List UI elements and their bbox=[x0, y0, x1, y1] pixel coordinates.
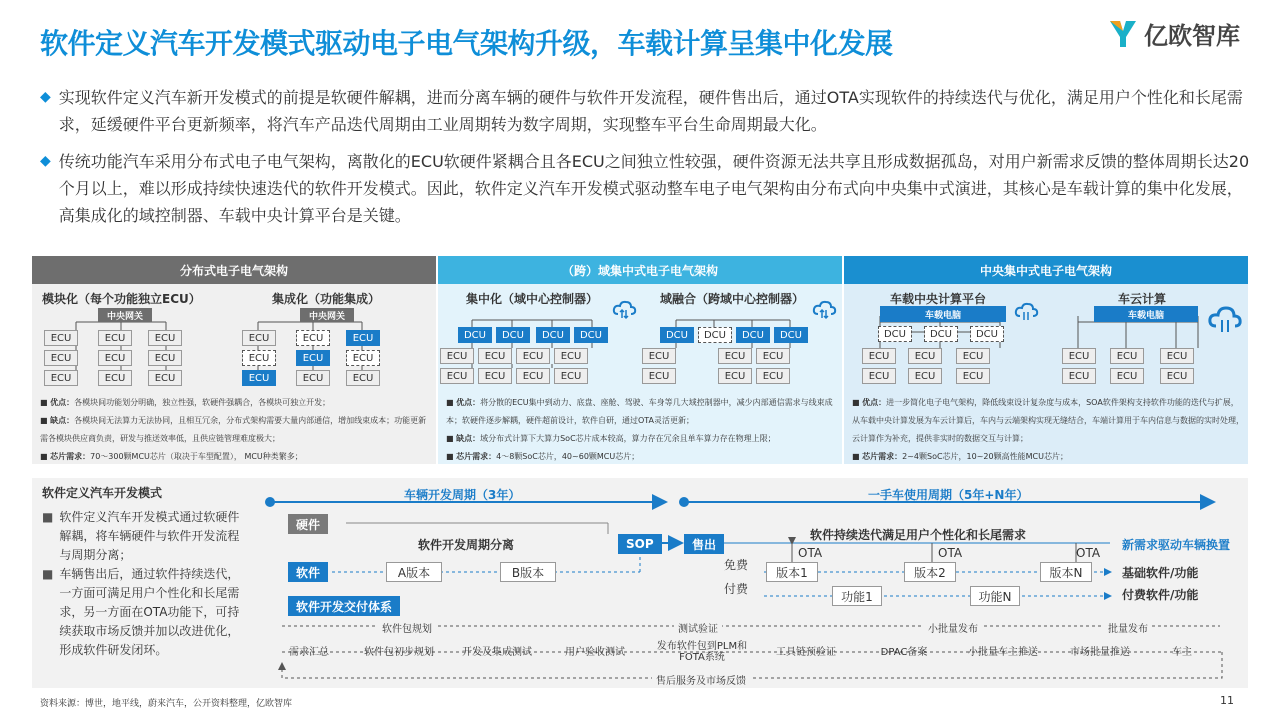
brain-bar: 车载电脑 bbox=[1094, 306, 1198, 322]
domain-sub-centralized: 集中化（域中心控制器） bbox=[466, 292, 599, 306]
dcu-box: DCU bbox=[970, 326, 1004, 342]
flow-step: 市场批量推送 bbox=[1070, 646, 1130, 658]
ecu-box: ECU bbox=[862, 348, 896, 364]
ecu-box: ECU bbox=[956, 368, 990, 384]
ecu-box: ECU bbox=[718, 368, 752, 384]
ecu-box: ECU bbox=[478, 368, 512, 384]
page-number: 11 bbox=[1220, 694, 1234, 707]
dcu-box: DCU bbox=[924, 326, 958, 342]
delivery-system-tag: 软件开发交付体系 bbox=[288, 596, 400, 616]
stage-label: 小批量发布 bbox=[924, 620, 982, 635]
ecu-box: ECU bbox=[956, 348, 990, 364]
ota-label: OTA bbox=[798, 546, 823, 560]
stage-label: 软件包规划 bbox=[378, 620, 436, 635]
ecu-box: ECU bbox=[642, 368, 676, 384]
dev-point: ■ 软件定义汽车开发模式通过软硬件解耦，将车辆硬件与软件开发流程与周期分离； bbox=[42, 510, 240, 562]
ecu-box: ECU bbox=[296, 350, 330, 366]
paid-software-label: 付费软件/功能 bbox=[1122, 588, 1199, 602]
ecu-box: ECU bbox=[1062, 368, 1096, 384]
hardware-tag: 硬件 bbox=[288, 514, 328, 534]
note-item: ■ 芯片需求：4～8颗SoC芯片，40~60颗MCU芯片； bbox=[446, 452, 640, 461]
domain-header: （跨）域集中式电子电气架构 bbox=[438, 256, 842, 284]
ecu-box: ECU bbox=[718, 348, 752, 364]
central-header: 中央集中式电子电气架构 bbox=[844, 256, 1248, 284]
version-b: B版本 bbox=[500, 562, 556, 582]
basic-software-label: 基础软件/功能 bbox=[1122, 566, 1199, 580]
ota-label: OTA bbox=[938, 546, 963, 560]
flow-step: 软件包初步规划 bbox=[364, 646, 434, 658]
paid-label: 付费 bbox=[724, 582, 749, 596]
flow-step: 发布软件包到PLM和FOTA系统 bbox=[656, 641, 748, 663]
ecu-box: ECU bbox=[148, 370, 182, 386]
version-2: 版本2 bbox=[904, 562, 956, 582]
sop-tag: SOP bbox=[618, 534, 662, 554]
flow-step: 需求汇总 bbox=[289, 646, 329, 658]
dcu-box: DCU bbox=[698, 327, 732, 343]
flow-step: 工具链预验证 bbox=[776, 646, 836, 658]
dcu-box: DCU bbox=[878, 326, 912, 342]
ecu-box: ECU bbox=[1110, 348, 1144, 364]
ecu-box: ECU bbox=[148, 330, 182, 346]
central-sub-platform: 车载中央计算平台 bbox=[890, 292, 987, 306]
domain-sub-fusion: 域融合（跨域中心控制器） bbox=[660, 292, 805, 306]
software-tag: 软件 bbox=[288, 562, 328, 582]
central-sub-cloud: 车云计算 bbox=[1118, 292, 1167, 306]
ecu-box: ECU bbox=[44, 350, 78, 366]
ecu-box: ECU bbox=[756, 348, 790, 364]
ecu-box: ECU bbox=[516, 368, 550, 384]
free-label: 免费 bbox=[724, 558, 749, 572]
dcu-box: DCU bbox=[458, 327, 492, 343]
ecu-box: ECU bbox=[346, 350, 380, 366]
bullet-item: ◆ 实现软件定义汽车新开发模式的前提是软硬件解耦，进而分离车辆的硬件与软件开发流程，硬件售出后，通过OTA实现软件的持续迭代与优化，满足用户个性化和长尾需求，延缓硬件平台更新频率，将汽车产品迭代周期由工业周期转为数字周期，实现整车平台生命周期最大化。 bbox=[40, 84, 1250, 138]
ecu-box: ECU bbox=[346, 330, 380, 346]
flow-step: 小批量车主推送 bbox=[968, 646, 1038, 658]
distributed-sub-integrated: 集成化（功能集成） bbox=[272, 292, 381, 306]
page-title: 软件定义汽车开发模式驱动电子电气架构升级，车载计算呈集中化发展 bbox=[40, 27, 893, 60]
new-demand-label: 新需求驱动车辆换置 bbox=[1122, 538, 1231, 552]
version-a: A版本 bbox=[386, 562, 442, 582]
ecu-box: ECU bbox=[242, 370, 276, 386]
dev-mode-title: 软件定义汽车开发模式 bbox=[42, 486, 163, 500]
ecu-box: ECU bbox=[1110, 368, 1144, 384]
ota-label: OTA bbox=[1076, 546, 1101, 560]
note-item: ■ 优点：将分散的ECU集中到动力、底盘、座舱、驾驶、车身等几大域控制器中，减少内部通信需求与线束成本；软硬件逐步解耦，硬件超前设计，软件自研，通过OTA灵活更新； bbox=[446, 398, 833, 425]
ecu-box: ECU bbox=[516, 348, 550, 364]
dcu-box: DCU bbox=[496, 327, 530, 343]
note-item: ■ 芯片需求：2~4颗SoC芯片，10~20颗高性能MCU芯片； bbox=[852, 452, 1068, 461]
flow-step: DPAC备案 bbox=[880, 646, 928, 658]
ecu-box: ECU bbox=[98, 330, 132, 346]
ecu-box: ECU bbox=[1160, 348, 1194, 364]
note-item: ■ 芯片需求：70～300颗MCU芯片（取决于车型配置）， MCU种类繁多； bbox=[40, 452, 303, 461]
dcu-box: DCU bbox=[774, 327, 808, 343]
ecu-box: ECU bbox=[756, 368, 790, 384]
ecu-box: ECU bbox=[148, 350, 182, 366]
gateway-bar: 中央网关 bbox=[98, 308, 152, 322]
note-item: ■ 缺点：各模块间无法算力无法协同，且相互冗余，分布式架构需要大量内部通信，增加线束成本；功能更新需各模块供应商负责，研发与推送效率低，且供应链管理难度极大； bbox=[40, 416, 427, 443]
version-1: 版本1 bbox=[766, 562, 818, 582]
dcu-box: DCU bbox=[574, 327, 608, 343]
ecu-box: ECU bbox=[98, 350, 132, 366]
distributed-header: 分布式电子电气架构 bbox=[32, 256, 436, 284]
gateway-bar: 中央网关 bbox=[300, 308, 354, 322]
note-item: ■ 优点：进一步简化电子电气架构，降低线束设计复杂度与成本，SOA软件架构支持软件功能的迭代与扩展，从车载中央计算发展为车云计算后，车内与云端架构实现无缝结合，车端计算用于车内信息与数据的实时处理，云计算作为补充，提供非实时的数据交互与计算； bbox=[852, 398, 1244, 443]
ecu-box: ECU bbox=[478, 348, 512, 364]
diamond-icon: ◆ bbox=[40, 89, 51, 105]
ecu-box: ECU bbox=[242, 350, 276, 366]
ecu-box: ECU bbox=[44, 330, 78, 346]
ecu-box: ECU bbox=[642, 348, 676, 364]
vehicle-dev-cycle: 车辆开发周期（3年） bbox=[404, 488, 521, 502]
ecu-box: ECU bbox=[440, 348, 474, 364]
feature-n: 功能N bbox=[970, 586, 1020, 606]
ecu-box: ECU bbox=[98, 370, 132, 386]
dcu-box: DCU bbox=[736, 327, 770, 343]
dev-point: ■ 车辆售出后，通过软件持续迭代，一方面可满足用户个性化和长尾需求，另一方面在OTA功能下，可持续获取市场反馈并加以改进优化，形成软件研发闭环。 bbox=[42, 567, 240, 657]
note-item: ■ 缺点：域分布式计算下大算力SoC芯片成本较高，算力存在冗余且单车算力存在物理上限； bbox=[446, 434, 776, 443]
stage-label: 测试验证 bbox=[674, 620, 722, 635]
feature-1: 功能1 bbox=[832, 586, 882, 606]
ecu-box: ECU bbox=[1062, 348, 1096, 364]
flow-step: 车主 bbox=[1172, 646, 1192, 658]
ecu-box: ECU bbox=[1160, 368, 1194, 384]
sold-tag: 售出 bbox=[684, 534, 724, 554]
vehicle-use-cycle: 一手车使用周期（5年+N年） bbox=[868, 488, 1029, 502]
ecu-box: ECU bbox=[296, 370, 330, 386]
dcu-box: DCU bbox=[660, 327, 694, 343]
dcu-box: DCU bbox=[536, 327, 570, 343]
ecu-box: ECU bbox=[440, 368, 474, 384]
logo-text: 亿欧智库 bbox=[1144, 22, 1240, 50]
bullet-item: ◆ 传统功能汽车采用分布式电子电气架构，离散化的ECU软硬件紧耦合且各ECU之间独立性较强，硬件资源无法共享且形成数据孤岛，对用户新需求反馈的整体周期长达20个月以上，难以形成持续快速迭代的软件开发模式。因此，软件定义汽车开发模式驱动整车电子电气架构由分布式向中央集中式演进，其核心是车载计算的集中化发展，高集成化的域控制器、车载中央计算平台是关键。 bbox=[40, 148, 1250, 229]
ecu-box: ECU bbox=[908, 368, 942, 384]
ecu-box: ECU bbox=[908, 348, 942, 364]
ecu-box: ECU bbox=[44, 370, 78, 386]
ecu-box: ECU bbox=[346, 370, 380, 386]
diamond-icon: ◆ bbox=[40, 153, 51, 169]
sep-label: 软件开发周期分离 bbox=[418, 538, 515, 552]
brain-bar: 车载电脑 bbox=[880, 306, 1006, 322]
source-note: 资料来源：博世，地平线，蔚来汽车，公开资料整理，亿欧智库 bbox=[40, 699, 293, 709]
ecu-box: ECU bbox=[554, 348, 588, 364]
version-n: 版本N bbox=[1040, 562, 1092, 582]
flow-step: 用户验收测试 bbox=[565, 646, 625, 658]
ecu-box: ECU bbox=[862, 368, 896, 384]
ecu-box: ECU bbox=[296, 330, 330, 346]
ecu-box: ECU bbox=[242, 330, 276, 346]
note-item: ■ 优点：各模块间功能划分明确，独立性强，软硬件强耦合，各模块可独立开发； bbox=[40, 398, 331, 407]
distributed-sub-modular: 模块化（每个功能独立ECU） bbox=[42, 292, 201, 306]
ecu-box: ECU bbox=[554, 368, 588, 384]
stage-label: 批量发布 bbox=[1104, 620, 1152, 635]
iteration-label: 软件持续迭代满足用户个性化和长尾需求 bbox=[810, 528, 1027, 542]
flow-step: 开发及集成测试 bbox=[462, 646, 532, 658]
feedback-label: 售后服务及市场反馈 bbox=[652, 672, 750, 687]
